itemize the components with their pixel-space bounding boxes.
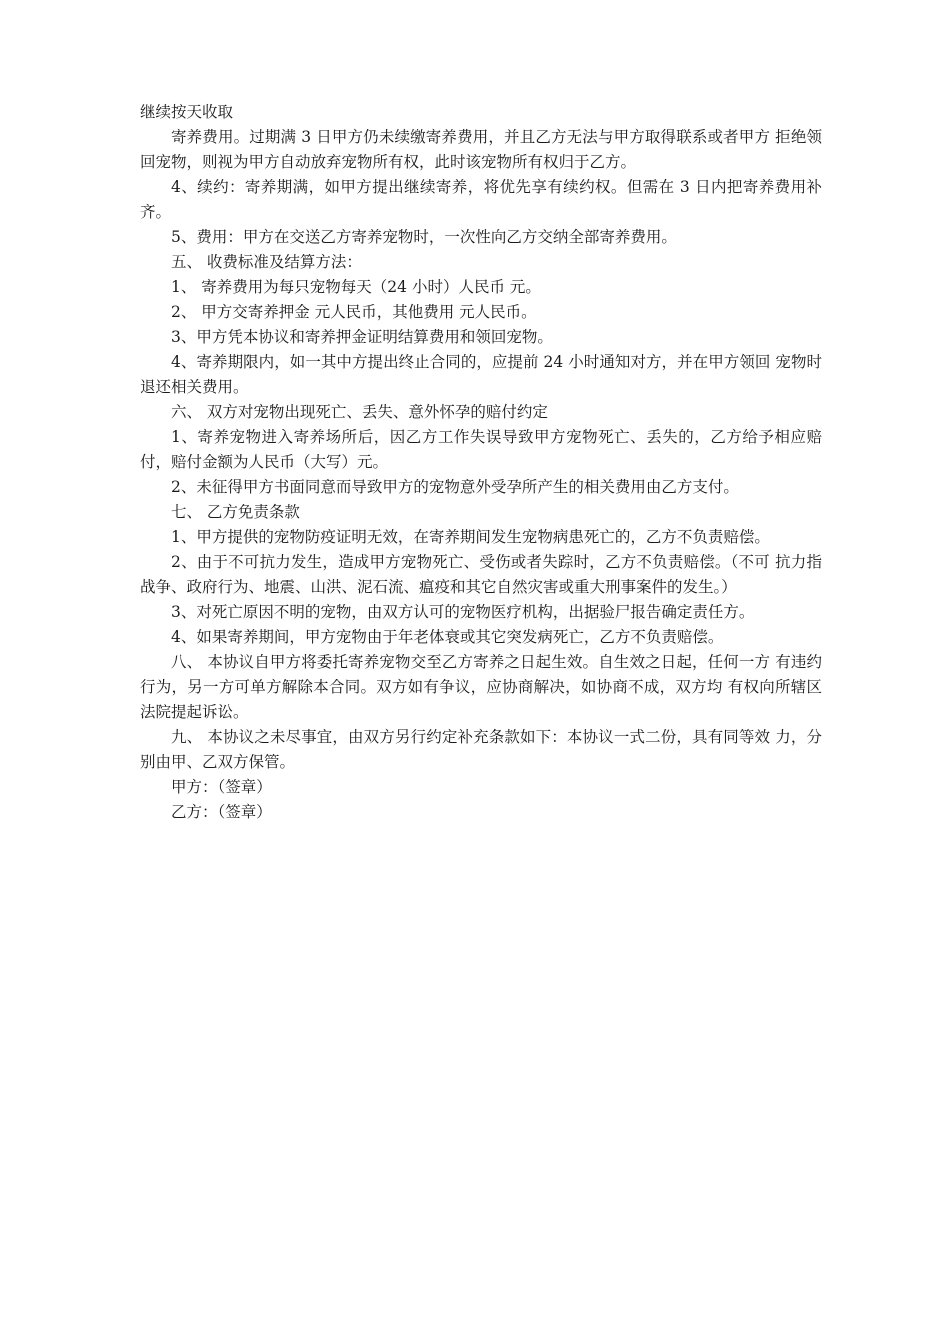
section-heading-6: 六、 双方对宠物出现死亡、丢失、意外怀孕的赔付约定 (171, 403, 548, 421)
section-heading-9: 九、 本协议之未尽事宜，由双方另行约定补充条款如下：本协议一式二份，具有同等效 力，分别由甲、乙双方保管。 (140, 728, 822, 771)
paragraph-overdue-fees: 寄养费用。过期满 3 日甲方仍未续缴寄养费用，并且乙方无法与甲方取得联系或者甲方 拒绝领回宠物，则视为甲方自动放弃宠物所有权，此时该宠物所有权归于乙方。 (140, 128, 822, 171)
paragraph-7-2: 2、由于不可抗力发生，造成甲方宠物死亡、受伤或者失踪时，乙方不负责赔偿。（不可 抗力指战争、政府行为、地震、山洪、泥石流、瘟疫和其它自然灾害或重大刑事案件的发生。） (140, 553, 822, 596)
paragraph-5-1: 1、 寄养费用为每只宠物每天（24 小时）人民币 元。 (171, 278, 541, 296)
document-body (140, 100, 822, 825)
paragraph-5-2: 2、 甲方交寄养押金 元人民币，其他费用 元人民币。 (171, 303, 537, 321)
paragraph-7-4: 4、如果寄养期间，甲方宠物由于年老体衰或其它突发病死亡，乙方不负责赔偿。 (171, 628, 724, 646)
paragraph-7-1: 1、甲方提供的宠物防疫证明无效，在寄养期间发生宠物病患死亡的，乙方不负责赔偿。 (171, 528, 770, 546)
section-heading-5: 五、 收费标准及结算方法： (171, 253, 362, 271)
paragraph-5-4: 4、寄养期限内，如一其中方提出终止合同的，应提前 24 小时通知对方，并在甲方领回 宠物时退还相关费用。 (140, 353, 822, 396)
paragraph-6-2: 2、未征得甲方书面同意而导致甲方的宠物意外受孕所产生的相关费用由乙方支付。 (171, 478, 739, 496)
paragraph-6-1: 1、寄养宠物进入寄养场所后，因乙方工作失误导致甲方宠物死亡、丢失的，乙方给予相应赔付，赔付金额为人民币（大写）元。 (140, 428, 822, 471)
section-heading-8: 八、 本协议自甲方将委托寄养宠物交至乙方寄养之日起生效。自生效之日起，任何一方 有违约行为，另一方可单方解除本合同。双方如有争议，应协商解决，如协商不成，双方均 有权向所辖区法院提起诉讼。 (140, 653, 822, 721)
paragraph-5-3: 3、甲方凭本协议和寄养押金证明结算费用和领回宠物。 (171, 328, 553, 346)
signature-party-b: 乙方：（签章） (171, 803, 272, 821)
paragraph-7-3: 3、对死亡原因不明的宠物，由双方认可的宠物医疗机构，出据验尸报告确定责任方。 (171, 603, 755, 621)
paragraph-continuation: 继续按天收取 (140, 103, 234, 121)
paragraph-fees: 5、费用：甲方在交送乙方寄养宠物时，一次性向乙方交纳全部寄养费用。 (171, 228, 677, 246)
section-heading-7: 七、 乙方免责条款 (171, 503, 300, 521)
signature-party-a: 甲方：（签章） (171, 778, 272, 796)
paragraph-renewal: 4、续约：寄养期满，如甲方提出继续寄养，将优先享有续约权。但需在 3 日内把寄养费用补齐。 (140, 178, 822, 221)
